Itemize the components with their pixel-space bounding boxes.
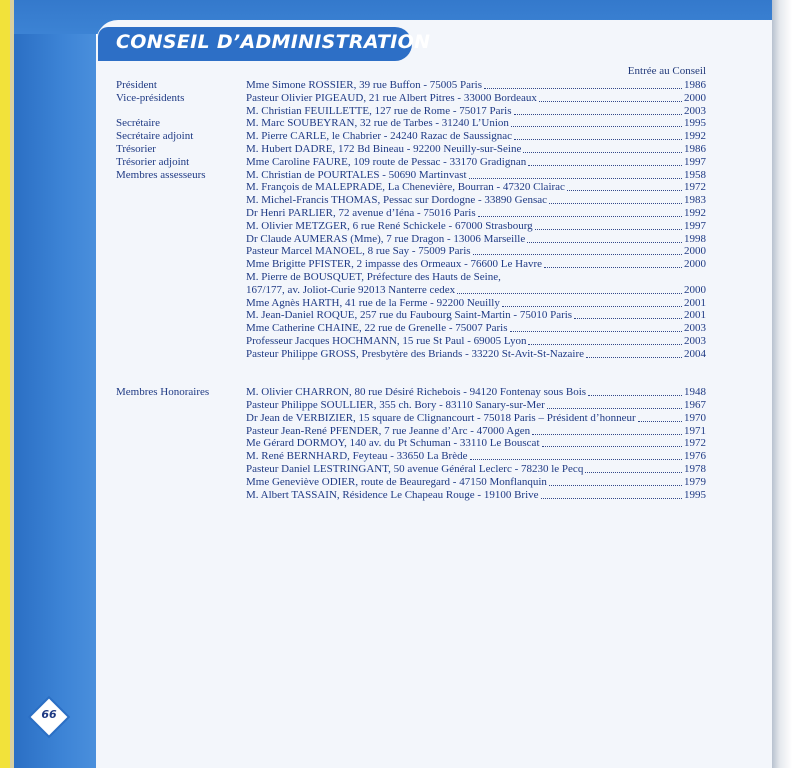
member-name-address: Mme Brigitte PFISTER, 2 impasse des Ormeaux - 76600 Le Havre [246,258,543,271]
member-entry [246,207,706,220]
member-name-address: Mme Caroline FAURE, 109 route de Pessac - 33170 Gradignan [246,155,527,168]
role-label: Membres Honoraires [116,386,210,399]
entry-year: 2000 [684,245,706,258]
member-name-address: Dr Claude AUMERAS (Mme), 7 rue Dragon - 13006 Marseille [246,232,526,245]
member-name-address: Professeur Jacques HOCHMANN, 15 rue St Paul - 69005 Lyon [246,335,527,347]
entry-year: 2001 [684,296,706,309]
dot-leader [457,284,682,294]
entry-year: 1971 [684,424,706,437]
dot-leader [528,335,682,345]
member-name-address: Pasteur Daniel LESTRINGANT, 50 avenue Général Leclerc - 78230 le Pecq [246,463,584,475]
entry-year: 1995 [684,488,706,501]
member-entry [246,386,706,399]
member-entry [246,463,706,476]
member-entry [246,335,706,348]
dot-leader [514,105,683,115]
member-name-address: Pasteur Philippe SOULLIER, 355 ch. Bory - 83110 Sanary-sur-Mer [246,399,545,411]
member-entry [246,79,706,92]
role-label: Secrétaire [116,117,160,130]
entry-year: 1983 [684,194,706,207]
dot-leader [588,386,682,396]
dot-leader [469,169,682,179]
entry-year: 2000 [684,283,706,296]
dot-leader [484,79,682,89]
member-name-address: M. Christian FEUILLETTE, 127 rue de Rome - 75017 Paris [246,104,512,117]
member-entry [246,169,706,182]
member-entry [246,233,706,246]
dot-leader [514,130,682,140]
dot-leader [527,233,682,243]
entry-year: 1986 [684,79,706,91]
role-label: Trésorier [116,143,156,155]
entry-year: 1997 [684,219,706,232]
member-name-address: Me Gérard DORMOY, 140 av. du Pt Schuman - 33110 Le Bouscat [246,437,540,450]
dot-leader [547,399,682,409]
dot-leader [470,450,683,460]
entry-year: 1967 [684,399,706,411]
member-entry [246,412,706,425]
member-name-address: M. Christian de POURTALES - 50690 Martinvast [246,168,467,181]
dot-leader [567,181,682,191]
member-entry [246,156,706,169]
page-fold-edge [772,0,792,768]
column-header-entry-year: Entrée au Conseil [627,65,706,77]
page-title: CONSEIL D’ADMINISTRATION [116,31,431,53]
entry-year: 1976 [684,450,706,463]
entry-year: 1986 [684,143,706,155]
member-name-address: M. Pierre de BOUSQUET, Préfecture des Hauts de Seine, [246,271,501,283]
member-entry [246,450,706,463]
page-number: 66 [41,708,57,721]
member-name-address: M. François de MALEPRADE, La Chenevière, Bourran - 47320 Clairac [246,181,565,194]
dot-leader [511,117,682,127]
member-name-address: Mme Geneviève ODIER, route de Beauregard - 47150 Monflanquin [246,475,547,488]
entry-year: 1978 [684,463,706,475]
member-name-address: M. Marc SOUBEYRAN, 32 rue de Tarbes - 31240 L’Union [246,117,509,130]
member-name-address: M. Albert TASSAIN, Résidence Le Chapeau Rouge - 19100 Brive [246,488,539,501]
member-name-address: Pasteur Philippe GROSS, Presbytère des Briands - 33220 St-Avit-St-Nazaire [246,347,585,360]
entry-year: 2000 [684,91,706,104]
member-entry [246,245,706,258]
member-entry [246,437,706,450]
entry-year: 1992 [684,207,706,219]
dot-leader [541,489,682,499]
dot-leader [478,207,682,217]
dot-leader [542,437,683,447]
member-name-address: Pasteur Olivier PIGEAUD, 21 rue Albert Pitres - 33000 Bordeaux [246,91,537,104]
member-name-address: Dr Henri PARLIER, 72 avenue d’Iéna - 75016 Paris [246,207,476,219]
member-entry [246,348,706,361]
member-name-address: Mme Simone ROSSIER, 39 rue Buffon - 75005 Paris [246,79,482,91]
member-entry [246,476,706,489]
dot-leader [503,271,704,280]
member-name-address: M. René BERNHARD, Feyteau - 33650 La Brède [246,450,468,463]
dot-leader [535,220,682,230]
entry-year: 1992 [684,130,706,143]
role-label: Secrétaire adjoint [116,130,194,143]
entry-year: 2003 [684,104,706,117]
member-name-address: M. Michel-Francis THOMAS, Pessac sur Dordogne - 33890 Gensac [246,194,548,207]
entry-year: 2003 [684,322,706,335]
member-entry [246,258,706,271]
member-entry [246,297,706,310]
dot-leader [539,92,682,102]
dot-leader [585,463,682,473]
member-name-address: Mme Agnès HARTH, 41 rue de la Ferme - 92200 Neuilly [246,296,500,309]
member-entry [246,117,706,130]
member-entry [246,105,706,118]
dot-leader [523,143,682,153]
entry-year: 1948 [684,386,706,399]
entry-year: 2004 [684,347,706,360]
entry-year: 1995 [684,117,706,130]
dot-leader [549,194,682,204]
entry-year: 2001 [684,309,706,322]
member-entry [246,271,706,284]
member-entry [246,92,706,105]
entry-year: 1997 [684,155,706,168]
member-entry [246,309,706,322]
member-name-address: M. Jean-Daniel ROQUE, 257 rue du Faubourg Saint-Martin - 75010 Paris [246,309,573,322]
dot-leader [638,412,682,422]
member-entry [246,220,706,233]
dot-leader [528,156,682,166]
member-entry [246,399,706,412]
member-name-address: M. Pierre CARLE, le Chabrier - 24240 Razac de Saussignac [246,130,513,143]
member-name-address: Pasteur Marcel MANOEL, 8 rue Say - 75009 Paris [246,245,471,258]
left-blue-band [14,0,96,768]
role-label: Vice-présidents [116,91,185,104]
entry-year: 1979 [684,475,706,488]
dot-leader [574,309,682,319]
dot-leader [549,476,682,486]
entry-year: 2003 [684,335,706,347]
entry-year: 1998 [684,232,706,245]
role-label: Président [116,79,157,91]
member-name-address: M. Olivier CHARRON, 80 rue Désiré Richebois - 94120 Fontenay sous Bois [246,386,587,399]
dot-leader [544,258,682,268]
member-name-address: Pasteur Jean-René PFENDER, 7 rue Jeanne d’Arc - 47000 Agen [246,424,531,437]
entry-year: 1958 [684,168,706,181]
role-label: Trésorier adjoint [116,155,190,168]
dot-leader [502,297,682,307]
member-entry [246,181,706,194]
entry-year: 1970 [684,411,706,424]
member-name-address: Mme Catherine CHAINE, 22 rue de Grenelle - 75007 Paris [246,322,508,335]
member-entry [246,130,706,143]
dot-leader [473,245,682,255]
binding-edge [0,0,10,768]
member-entry [246,194,706,207]
member-entry [246,322,706,335]
entry-year: 2000 [684,258,706,271]
member-entry [246,284,706,297]
member-entry [246,425,706,438]
member-entry [246,143,706,156]
member-name-address: M. Olivier METZGER, 6 rue René Schickele - 67000 Strasbourg [246,219,533,232]
role-label: Membres assesseurs [116,168,206,181]
dot-leader [532,425,682,435]
entry-year: 1972 [684,437,706,450]
dot-leader [510,322,683,332]
dot-leader [586,348,682,358]
member-name-address: M. Hubert DADRE, 172 Bd Bineau - 92200 Neuilly-sur-Seine [246,143,522,155]
member-name-address: 167/177, av. Joliot-Curie 92013 Nanterre cedex [246,283,456,296]
member-entry [246,489,706,502]
entry-year: 1972 [684,181,706,194]
member-name-address: Dr Jean de VERBIZIER, 15 square de Clignancourt - 75018 Paris – Président d’honneur [246,411,636,424]
